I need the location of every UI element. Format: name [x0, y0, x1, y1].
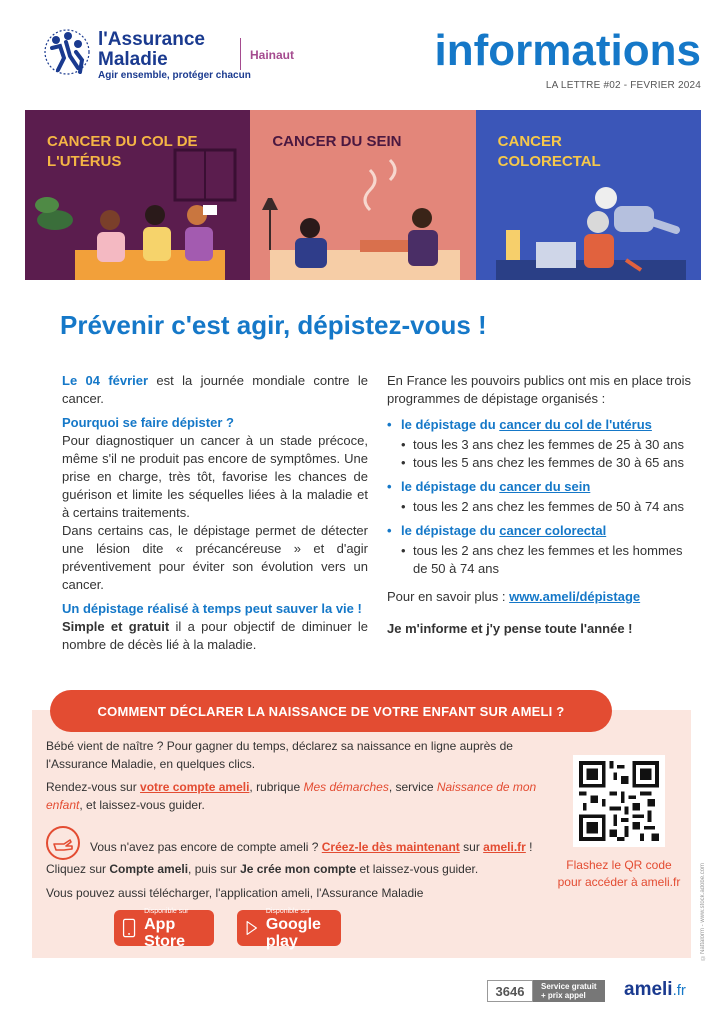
- assurance-maladie-emblem-icon: [42, 26, 92, 78]
- lesion-text: Dans certains cas, le dépistage permet de détecter une lésion dite « précancéreuse » et d'agir préventivement pour éviter son évolution vers un cancer.: [62, 523, 368, 592]
- intro-date: Le 04 février: [62, 373, 149, 388]
- free-text: il a pour objectif de diminuer le nombre de décès lié à la maladie.: [62, 619, 368, 652]
- app-store-badge[interactable]: [114, 907, 214, 950]
- appstore-small-label: Disponible sur: [144, 907, 189, 915]
- google-play-badge[interactable]: [237, 907, 341, 950]
- qr-caption: [545, 857, 693, 891]
- program-prefix: le dépistage du: [401, 523, 500, 538]
- motto: Je m'informe et j'y pense toute l'année !: [387, 621, 633, 636]
- banner-title-breast: CANCER DU SEIN: [272, 133, 402, 150]
- text-span: et laissez-vous guider.: [356, 862, 479, 876]
- phone-info-line1: Service gratuit: [541, 982, 597, 991]
- image-credit: ©Nattalorm - www.stock.adobe.com: [700, 862, 706, 960]
- qr-caption-line2: pour accéder à ameli.fr: [557, 875, 681, 889]
- text-span: !: [525, 840, 533, 854]
- free-paragraph: [62, 618, 368, 654]
- phone-number: 3646: [487, 980, 533, 1002]
- banner-title-cervical: CANCER DU COL DE L'UTÉRUS: [47, 133, 198, 170]
- region-label: Hainaut: [250, 48, 295, 62]
- googleplay-small-label: Disponible sur: [265, 907, 311, 915]
- ameli-fr: .fr: [672, 982, 686, 999]
- more-label: Pour en savoir plus :: [387, 589, 510, 604]
- logo-tagline: Agir ensemble, protéger chacun: [98, 70, 251, 81]
- phone-3646-badge[interactable]: [487, 980, 605, 1002]
- ameli-footer-logo[interactable]: [624, 979, 686, 1001]
- naissance-service-label: Naissance de mon enfant: [46, 780, 537, 812]
- left-column: [62, 372, 368, 654]
- logo-title-line1: l'Assurance: [98, 29, 205, 50]
- create-account-line: [90, 838, 550, 856]
- link-votre-compte-ameli[interactable]: votre compte ameli: [140, 780, 250, 794]
- text-span: Cliquez sur: [46, 862, 110, 876]
- cancer-banner: [25, 110, 701, 280]
- link-ameli-depistage[interactable]: www.ameli/dépistage: [509, 589, 641, 604]
- ameli-word: ameli: [624, 979, 673, 1000]
- why-text: Pour diagnostiquer un cancer à un stade précoce, même s'il ne produit pas encore de symptômes. Une prise en charge, très tôt, favorise les chances de guérison et limite les séquelles liées à la maladie et à certains traitements.: [62, 433, 368, 520]
- time-title: Un dépistage réalisé à temps peut sauver la vie !: [62, 601, 362, 616]
- more-info: [387, 588, 691, 606]
- banner-panel-cervical: [25, 110, 250, 280]
- program-breast: [387, 478, 691, 516]
- program-prefix: le dépistage du: [401, 417, 500, 432]
- qr-caption-line1: Flashez le QR code: [566, 858, 672, 872]
- free-bold: Simple et gratuit: [62, 619, 170, 634]
- program-detail: • tous les 5 ans chez les femmes de 30 à 65 ans: [401, 454, 691, 472]
- link-ameli-fr[interactable]: ameli.fr: [483, 840, 526, 854]
- program-cervical: [387, 416, 691, 472]
- pointing-hand-icon: [46, 826, 80, 860]
- text-span: sur: [459, 840, 484, 854]
- why-title: Pourquoi se faire dépister ?: [62, 415, 234, 430]
- link-creez-le[interactable]: Créez-le dès maintenant: [321, 840, 460, 854]
- banner-panel-colorectal: [476, 110, 701, 280]
- phone-info: [533, 980, 605, 1002]
- text-span: Rendez-vous sur: [46, 780, 141, 794]
- link-cancer-sein[interactable]: cancer du sein: [499, 479, 591, 494]
- program-detail: • tous les 2 ans chez les femmes et les hommes de 50 à 74 ans: [401, 542, 691, 578]
- qr-code-icon: [579, 761, 659, 841]
- newsletter-brand: informations: [434, 26, 701, 75]
- je-cree-mon-compte-label: Je crée mon compte: [240, 862, 357, 876]
- program-detail: • tous les 2 ans chez les femmes de 50 à 74 ans: [401, 498, 691, 516]
- text-span: , rubrique: [249, 780, 304, 794]
- box-intro: Bébé vient de naître ? Pour gagner du temps, déclarez sa naissance en ligne auprès de l'Assurance Maladie, en quelques clics.: [46, 739, 513, 771]
- banner-title-colorectal: CANCER COLORECTAL: [497, 133, 601, 170]
- page-headline: Prévenir c'est agir, dépistez-vous !: [60, 310, 487, 340]
- intro-text: est la journée mondiale contre le cancer.: [62, 373, 368, 406]
- googleplay-label: Google play: [265, 915, 321, 950]
- issue-label: LA LETTRE #02 - FEVRIER 2024: [545, 80, 701, 91]
- compte-ameli-label: Compte ameli: [109, 862, 189, 876]
- text-span: , et laissez-vous guider.: [79, 798, 205, 812]
- programs-list: [387, 416, 691, 578]
- box-instructions: [46, 778, 546, 814]
- text-span: , service: [388, 780, 437, 794]
- program-colorectal: [387, 522, 691, 578]
- qr-code[interactable]: [573, 755, 665, 847]
- birth-declaration-title: COMMENT DÉCLARER LA NAISSANCE DE VOTRE ENFANT SUR AMELI ?: [50, 690, 612, 732]
- appstore-label: App Store: [144, 915, 186, 950]
- banner-panel-breast: [250, 110, 475, 280]
- header-divider: [240, 38, 241, 70]
- logo-title-line2: Maladie: [98, 49, 168, 70]
- link-cancer-col-uterus[interactable]: cancer du col de l'utérus: [499, 417, 652, 432]
- program-detail: • tous les 3 ans chez les femmes de 25 à 30 ans: [401, 436, 691, 454]
- click-instructions: [46, 860, 546, 878]
- phone-info-line2: + prix appel: [541, 991, 586, 1000]
- text-span: , puis sur: [188, 862, 241, 876]
- text-span: Vous n'avez pas encore de compte ameli ?: [90, 840, 322, 854]
- intro-paragraph: [62, 372, 368, 408]
- program-prefix: le dépistage du: [401, 479, 500, 494]
- phone-icon: [122, 916, 136, 940]
- link-cancer-colorectal[interactable]: cancer colorectal: [499, 523, 607, 538]
- play-icon: [245, 916, 258, 940]
- programs-intro: En France les pouvoirs publics ont mis en place trois programmes de dépistage organisés :: [387, 373, 691, 406]
- mes-demarches-label: Mes démarches: [303, 780, 389, 794]
- right-column: [387, 372, 691, 638]
- download-app-text: Vous pouvez aussi télécharger, l'application ameli, l'Assurance Maladie: [46, 886, 424, 900]
